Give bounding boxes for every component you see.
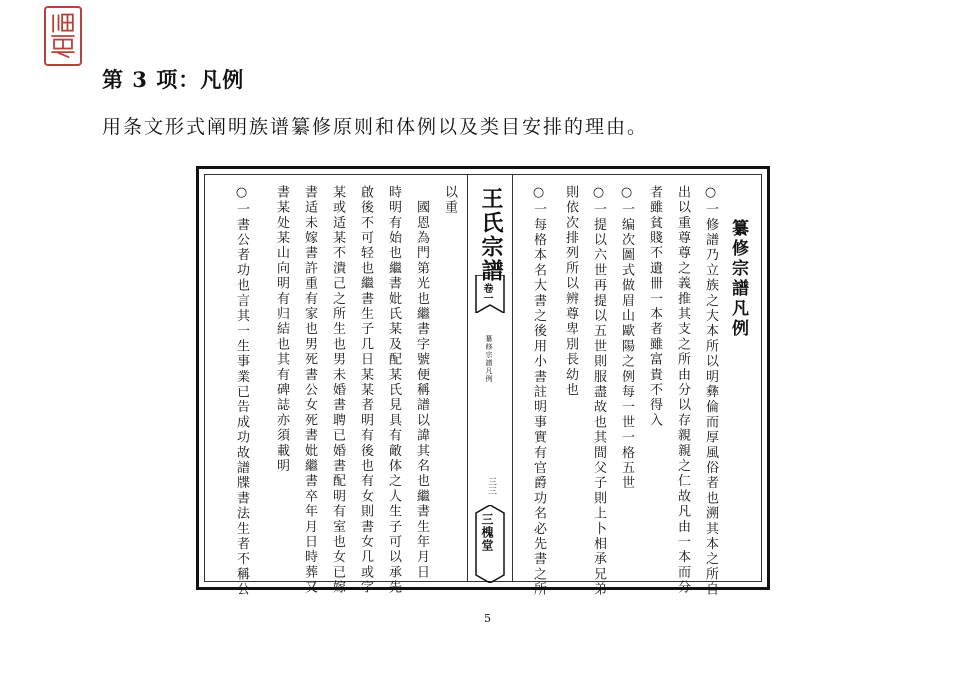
text-column: 出以重尊尊之義推其支之所由分以存親親之仁故凡由一本而分 [675, 185, 690, 596]
section-label: 纂修宗譜凡例 [485, 335, 493, 383]
text-column: ○一每格本名大書之後用小書註明事實有官爵功名必先書之所 [531, 185, 546, 598]
text-column: 國恩為門第光也繼書字號便稱譜以諱其名也繼書生年月日 [414, 185, 429, 581]
section-description: 用条文形式阐明族谱纂修原则和体例以及类目安排的理由。 [102, 116, 649, 138]
text-column: 則依次排列所以辨尊卑別長幼也 [563, 185, 578, 398]
text-column: ○一書公者功也言其一生事業已告成功故譜牒書法生者不稱公 [234, 185, 249, 598]
page-number: 5 [484, 612, 491, 625]
genealogy-name: 王氏宗譜 [478, 187, 504, 283]
right-page-title: 纂修宗譜凡例 [728, 219, 748, 339]
section-heading: 第 3 项：凡例 [102, 67, 245, 92]
volume-label: 卷一 [481, 283, 492, 303]
seal-stamp-graphic [46, 8, 80, 64]
genealogy-book-scan [196, 166, 770, 598]
text-column: 書某处某山向明有归結也其有碑誌亦須載明 [274, 185, 289, 474]
text-column: 啟後不可轻也繼書生子几日某某者明有後也有女則書女几或字 [358, 185, 373, 596]
text-column: 者雖貧賤不遺卌一本者雖富貴不得入 [647, 185, 662, 429]
text-column: ○一提以六世再提以五世則服盡故也其間父子則上卜相承兄弟 [591, 185, 606, 598]
text-column: ○一编次圖式做眉山歐陽之例每一世一格五世 [619, 185, 634, 491]
book-inner-border [204, 174, 762, 598]
book-spine [467, 175, 513, 581]
hall-name: 三槐堂 [480, 513, 494, 552]
seal-stamp-icon [44, 6, 82, 66]
text-column: 以重 [442, 185, 457, 216]
text-column: 書适未嫁書許重有家也男死書公女死書妣繼書卒年月日時葬又 [302, 185, 317, 596]
text-column: 某或适某不潰己之所生也男未婚書聘已婚書配明有室也女已嫁 [330, 185, 345, 596]
text-column: 時明有始也繼書妣氏某及配某氏見具有敵体之人生子可以承先 [386, 185, 401, 596]
text-column: ○一修譜乃立族之大本所以明彝倫而厚風俗者也溯其本之所自 [703, 185, 718, 598]
book-page-number: 三三 [486, 477, 496, 495]
